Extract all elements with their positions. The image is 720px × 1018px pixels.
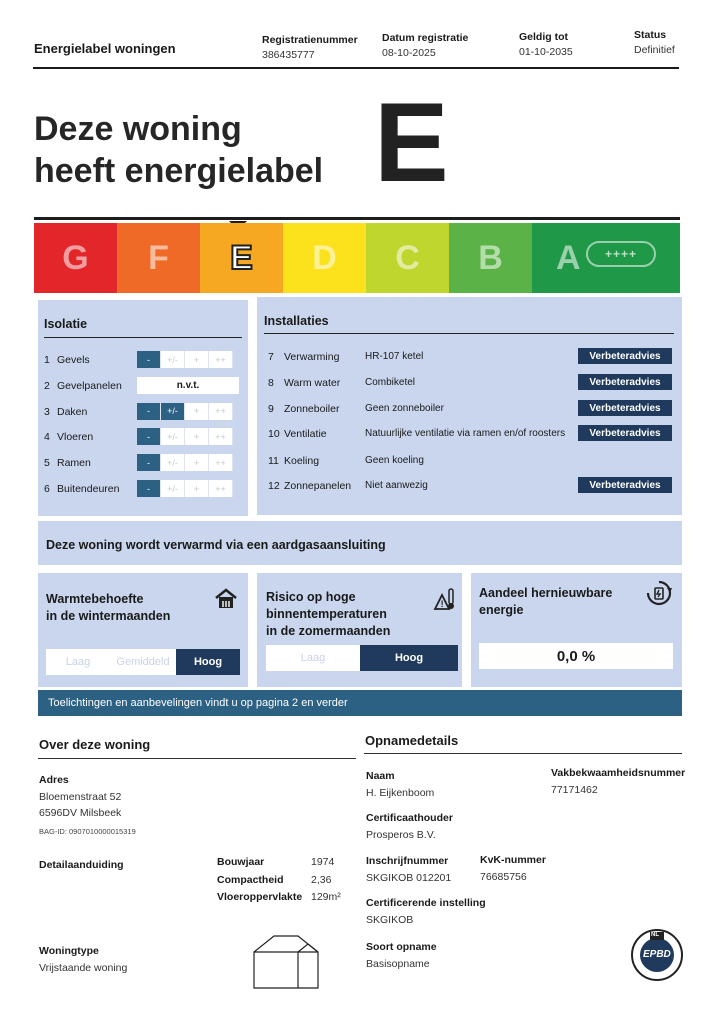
isolatie-row — [38, 428, 248, 446]
vloer-label: Vloeroppervlakte — [217, 891, 303, 903]
heating-text: Deze woning wordt verwarmd via een aardgasaansluiting — [46, 538, 386, 552]
detail-label: Detailaanduiding — [39, 859, 124, 871]
rating-cell: + — [185, 351, 209, 368]
isolatie-rating-bar — [137, 454, 233, 471]
warmte-toggle — [46, 649, 240, 675]
warmte-title — [46, 591, 170, 625]
isolatie-row-label: Daken — [57, 405, 88, 418]
scale-segment-a — [532, 223, 680, 293]
adres-city: 6596DV Milsbeek — [39, 807, 122, 819]
warmte-option-laag: Laag — [65, 656, 91, 668]
kvk-value: 76685756 — [480, 871, 527, 883]
installaties-panel — [257, 297, 682, 515]
installatie-row-value: HR-107 ketel — [365, 351, 424, 362]
installatie-row-value: Geen zonneboiler — [365, 403, 444, 414]
scale-letter-e: E — [230, 238, 253, 277]
rating-cell: ++ — [209, 351, 233, 368]
type-label: Woningtype — [39, 945, 99, 957]
compact-label: Compactheid — [217, 874, 284, 886]
valid-block — [519, 31, 573, 58]
isolatie-row-num: 3 — [44, 405, 50, 418]
instelling-value: SKGIKOB — [366, 914, 414, 926]
risico-title-line-3: in de zomermaanden — [266, 624, 391, 638]
isolatie-row — [38, 480, 248, 498]
woning-title: Over deze woning — [39, 737, 151, 752]
isolatie-row-num: 5 — [44, 457, 50, 470]
isolatie-row-num: 1 — [44, 354, 50, 366]
scale-letter-c: C — [395, 238, 420, 277]
rating-cell: +/- — [161, 428, 185, 445]
inschrijf-value: SKGIKOB 012201 — [366, 872, 452, 884]
opname-rule — [364, 753, 682, 754]
installatie-row-num: 11 — [268, 455, 279, 467]
rating-cell: + — [185, 428, 209, 445]
isolatie-row — [38, 377, 248, 395]
risico-title-line-1: Risico op hoge — [266, 590, 356, 604]
thermometer-warning-icon — [433, 587, 455, 616]
epbd-logo — [630, 928, 684, 982]
scale-segment-e — [200, 223, 283, 293]
installatie-row-num: 10 — [268, 428, 280, 440]
rating-cell: ++ — [209, 428, 233, 445]
isolatie-rating-bar — [137, 480, 233, 497]
compact-value: 2,36 — [311, 874, 332, 886]
scale-top-rule — [34, 217, 680, 220]
hernieuwbaar-title — [479, 585, 612, 619]
rating-cell: +/- — [161, 351, 185, 368]
isolatie-row-num: 4 — [44, 431, 50, 444]
verbeteradvies-button[interactable]: Verbeteradvies — [578, 400, 672, 416]
installatie-row-value: Natuurlijke ventilatie via ramen en/of roosters — [365, 428, 566, 439]
scale-segment-c — [366, 223, 449, 293]
scale-segment-g — [34, 223, 117, 293]
hernieuwbaar-title-line-2: energie — [479, 603, 524, 617]
installatie-row — [257, 477, 682, 495]
vak-value: 77171462 — [551, 784, 598, 796]
risico-option-hoog: Hoog — [360, 645, 458, 671]
installatie-row-label: Zonneboiler — [284, 403, 340, 415]
rating-cell: + — [185, 454, 209, 471]
rating-cell: +/- — [161, 403, 185, 420]
warmte-option-hoog: Hoog — [176, 649, 240, 675]
date-value: 08-10-2025 — [382, 47, 436, 59]
isolatie-rating-bar — [137, 428, 233, 445]
installatie-row-value: Geen koeling — [365, 455, 424, 466]
installatie-row-value: Combiketel — [365, 377, 416, 388]
rating-cell: - — [137, 480, 161, 497]
warmte-option-gemiddeld: Gemiddeld — [116, 656, 170, 668]
bag-id: BAG-ID: 0907010000015319 — [39, 827, 136, 836]
installatie-row-label: Koeling — [284, 455, 320, 467]
rating-cell: ++ — [209, 403, 233, 420]
house-heat-icon — [214, 587, 238, 616]
installatie-row — [257, 452, 682, 470]
hero-title — [34, 108, 323, 192]
installatie-row-num: 7 — [268, 351, 274, 363]
installatie-row-num: 9 — [268, 403, 274, 415]
risico-option-laag: Laag — [300, 652, 326, 664]
scale-segment-f — [117, 223, 200, 293]
soort-value: Basisopname — [366, 958, 430, 970]
bouwjaar-label: Bouwjaar — [217, 856, 265, 868]
verbeteradvies-button[interactable]: Verbeteradvies — [578, 374, 672, 390]
document-title: Energielabel woningen — [34, 41, 176, 56]
installaties-title: Installaties — [264, 314, 329, 328]
vloer-value: 129m² — [311, 891, 341, 903]
scale-letter-b: B — [478, 238, 503, 277]
verbeteradvies-button[interactable]: Verbeteradvies — [578, 477, 672, 493]
installatie-row-label: Zonnepanelen — [284, 480, 352, 492]
isolatie-row-label: Buitendeuren — [57, 483, 120, 495]
installatie-row — [257, 425, 682, 443]
opname-title: Opnamedetails — [365, 733, 459, 748]
hernieuwbaar-title-line-1: Aandeel hernieuwbare — [479, 586, 613, 600]
epbd-text: EPBD — [643, 949, 671, 960]
risico-title — [266, 589, 390, 640]
scale-letter-f: F — [148, 238, 169, 277]
renewable-energy-icon — [645, 579, 673, 612]
epbd-nl: NL — [651, 932, 659, 938]
installatie-row — [257, 374, 682, 392]
status-label: Status — [634, 29, 667, 41]
scale-letter-d: D — [312, 238, 337, 277]
scale-aplus-badge: ++++ — [586, 241, 656, 267]
kvk-label: KvK-nummer — [480, 854, 546, 866]
registration-label: Registratienummer — [262, 34, 358, 46]
warmte-title-line-1: Warmtebehoefte — [46, 592, 144, 606]
hero-line-1: Deze woning — [34, 110, 242, 148]
info-bar: Toelichtingen en aanbevelingen vindt u op pagina 2 en verder — [38, 690, 682, 716]
installatie-row-label: Warm water — [284, 377, 341, 389]
hernieuwbaar-panel — [471, 573, 682, 687]
scale-segment-d — [283, 223, 366, 293]
rating-cell: ++ — [209, 454, 233, 471]
verbeteradvies-button[interactable]: Verbeteradvies — [578, 425, 672, 441]
verbeteradvies-button[interactable]: Verbeteradvies — [578, 348, 672, 364]
valid-value: 01-10-2035 — [519, 46, 573, 58]
adres-street: Bloemenstraat 52 — [39, 791, 122, 803]
installatie-row-value: Niet aanwezig — [365, 480, 428, 491]
woning-rule — [38, 758, 356, 759]
isolatie-row-label: Ramen — [57, 457, 91, 470]
valid-label: Geldig tot — [519, 31, 568, 43]
isolatie-row-label: Gevelpanelen — [57, 379, 122, 392]
instelling-label: Certificerende instelling — [366, 897, 486, 909]
registration-value: 386435777 — [262, 49, 315, 61]
hernieuwbaar-value: 0,0 % — [479, 643, 673, 669]
registration-block — [262, 34, 358, 61]
isolatie-rating-bar — [137, 351, 233, 368]
installatie-row-label: Ventilatie — [284, 428, 327, 440]
isolatie-row — [38, 403, 248, 421]
rating-cell: +/- — [161, 480, 185, 497]
status-value: Definitief — [634, 44, 675, 56]
isolatie-nvt: n.v.t. — [137, 377, 239, 394]
energy-label-scale — [34, 223, 680, 293]
rating-cell: - — [137, 428, 161, 445]
risico-toggle — [266, 645, 458, 671]
inschrijf-label: Inschrijfnummer — [366, 855, 449, 867]
isolatie-rating-bar — [137, 403, 233, 420]
installatie-row-num: 12 — [268, 480, 280, 492]
soort-label: Soort opname — [366, 941, 437, 953]
installatie-row — [257, 400, 682, 418]
isolatie-row — [38, 454, 248, 472]
scale-segment-b — [449, 223, 532, 293]
cert-label: Certificaathouder — [366, 812, 453, 824]
naam-value: H. Eijkenboom — [366, 787, 435, 799]
rating-cell: - — [137, 454, 161, 471]
isolatie-row-label: Gevels — [57, 354, 90, 366]
energy-label-letter: E — [374, 80, 449, 205]
installatie-row-label: Verwarming — [284, 351, 340, 363]
isolatie-row-label: Vloeren — [57, 431, 94, 444]
isolatie-rule — [44, 337, 242, 338]
warmte-panel — [38, 573, 248, 687]
rating-cell: - — [137, 403, 161, 420]
risico-title-line-2: binnentemperaturen — [266, 607, 387, 621]
rating-cell: ++ — [209, 480, 233, 497]
status-block — [634, 29, 675, 56]
scale-letter-g: G — [62, 238, 89, 277]
installatie-row-num: 8 — [268, 377, 274, 389]
isolatie-panel — [38, 300, 248, 516]
bouwjaar-value: 1974 — [311, 856, 335, 868]
isolatie-row — [38, 351, 248, 369]
svg-text:!: ! — [440, 599, 444, 609]
installaties-rule — [264, 333, 674, 334]
house-outline-icon — [252, 932, 320, 995]
vak-label: Vakbekwaamheidsnummer — [551, 767, 686, 779]
isolatie-row-num: 2 — [44, 379, 50, 392]
rating-cell: - — [137, 351, 161, 368]
type-value: Vrijstaande woning — [39, 962, 128, 974]
rating-cell: +/- — [161, 454, 185, 471]
hero-line-2: heeft energielabel — [34, 152, 324, 190]
heating-panel — [38, 521, 682, 565]
date-block — [382, 32, 468, 59]
cert-value: Prosperos B.V. — [366, 829, 436, 841]
isolatie-row-num: 6 — [44, 483, 50, 495]
adres-label: Adres — [39, 774, 69, 786]
scale-letter-a: A — [556, 238, 581, 277]
rating-cell: + — [185, 403, 209, 420]
installatie-row — [257, 348, 682, 366]
naam-label: Naam — [366, 770, 395, 782]
date-label: Datum registratie — [382, 32, 469, 44]
isolatie-title: Isolatie — [44, 317, 88, 331]
rating-cell: + — [185, 480, 209, 497]
risico-panel — [257, 573, 462, 687]
header-divider — [33, 67, 679, 69]
warmte-title-line-2: in de wintermaanden — [46, 609, 171, 623]
